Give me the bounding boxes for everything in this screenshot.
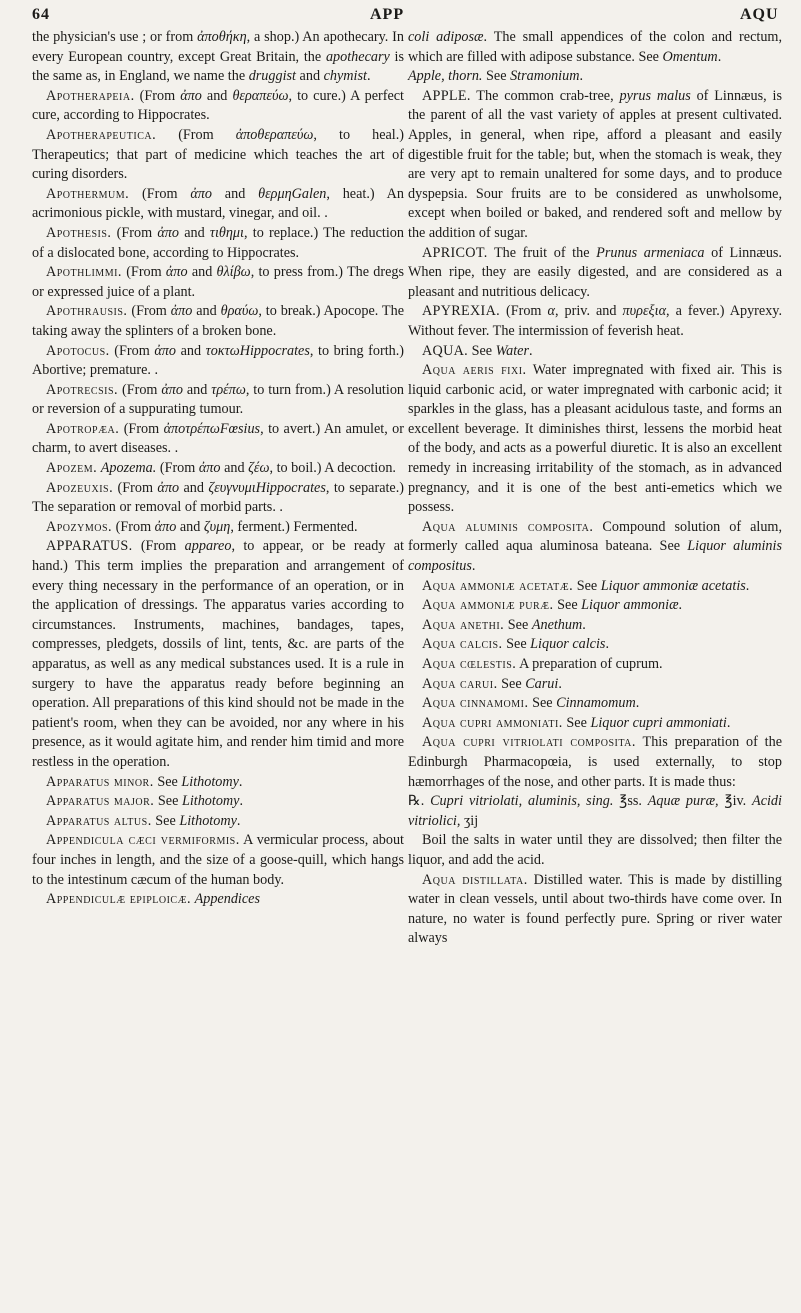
dictionary-entry	[32, 459, 404, 479]
entry-headword: Aqua cupri ammoniati.	[422, 714, 563, 731]
entry-text: See	[528, 695, 557, 712]
greek-word: τρέπω	[211, 381, 246, 398]
entry-headword: Aqua cupri vitriolati composita.	[422, 734, 636, 751]
entry-text: (From	[118, 381, 162, 398]
dictionary-entry	[32, 890, 404, 910]
dictionary-entry	[32, 224, 404, 263]
entry-headword: Apotocus.	[46, 342, 110, 359]
italic-term: Acidi vitriolici,	[408, 793, 782, 829]
entry-headword: Apothlimmi.	[46, 264, 122, 281]
entry-text: .	[558, 675, 562, 692]
entry-text: A preparation of cuprum.	[516, 656, 663, 672]
entry-text: , to bring forth.) Abortive; premature.	[32, 342, 404, 379]
greek-word: θλίβω	[216, 264, 251, 281]
entry-text: The fruit of the	[487, 244, 597, 261]
greek-word: τιθημι	[209, 224, 244, 241]
italic-term: Galen	[291, 185, 327, 202]
left-guide-word: APP	[370, 6, 405, 23]
italic-term: coli adiposæ	[408, 29, 484, 45]
entry-text: Compound solution of alum, formerly called aqua aluminosa bateana. See	[408, 518, 782, 555]
dictionary-entry	[32, 126, 404, 185]
entry-text: See	[573, 577, 601, 594]
italic-term: Aquæ puræ,	[647, 793, 719, 810]
dictionary-entry	[408, 577, 782, 597]
entry-text: (From	[132, 538, 185, 555]
entry-text: , to replace.) The reduction of a dislocated bone, according to Hippocrates.	[32, 224, 404, 261]
italic-term: Cupri vitriolati, aluminis, sing.	[430, 793, 614, 810]
entry-headword: Aqua aluminis composita.	[422, 518, 594, 535]
entry-headword: Aqua aeris fixi.	[422, 362, 527, 379]
entry-headword: APYREXIA.	[422, 303, 500, 320]
entry-text: (From	[109, 342, 155, 359]
entry-text: the physician's use ; or from	[32, 29, 198, 45]
entry-text: (From	[112, 518, 155, 535]
entry-text: , a shop.) An apothecary. In every European country, except Great Britain, the	[32, 29, 404, 65]
entry-headword: Aqua cinnamomi.	[422, 695, 529, 712]
italic-term: Hippocrates	[239, 342, 310, 359]
italic-term: Liquor calcis	[530, 636, 606, 653]
italic-term: Anethum	[531, 616, 583, 633]
entry-text: (From	[129, 185, 191, 202]
entry-headword: Apothermum.	[46, 185, 130, 202]
greek-word: ἀπο	[161, 381, 183, 398]
cross-reference: Omentum	[662, 48, 718, 65]
dictionary-entry	[408, 792, 782, 831]
entry-text: See	[504, 616, 532, 633]
entry-text: , ferment.) Fermented.	[230, 518, 358, 535]
entry-text: .	[717, 48, 722, 65]
italic-term: Liquor ammoniæ acetatis	[600, 577, 746, 594]
dictionary-entry	[32, 831, 404, 890]
entry-text: (From	[156, 126, 236, 143]
column-gutter	[393, 30, 394, 1310]
greek-word: ζευγνυμι	[208, 479, 256, 496]
entry-headword: Aqua ammoniæ acetatæ.	[422, 577, 574, 594]
entry-text: .	[366, 68, 371, 85]
dictionary-entry	[408, 871, 782, 949]
entry-text: ℞.	[408, 793, 431, 810]
entry-text: ℥ss.	[613, 793, 648, 810]
entry-text: See	[468, 342, 496, 359]
entry-text: , to separate.) The separation or removal of morbid parts.	[32, 479, 404, 516]
entry-text: .	[635, 695, 640, 712]
dictionary-entry	[408, 518, 782, 577]
italic-term: Liquor ammoniæ	[581, 597, 679, 614]
dictionary-entry	[408, 694, 782, 714]
entry-text: and	[220, 460, 249, 477]
italic-term: chymist	[323, 68, 367, 85]
dictionary-entry	[32, 381, 404, 420]
entry-text: Distilled water. This is made by distilling water in clean vessels, until about two-thirds have come over. In nature, no water is found perfectly pure. Spring or river water always	[408, 871, 782, 947]
dictionary-entry	[408, 361, 782, 518]
greek-word: ἀπο	[154, 342, 176, 359]
entry-text: , to break.) Apocope. The taking away the splinters of a broken bone.	[32, 303, 404, 339]
entry-text: and	[211, 185, 259, 202]
entry-headword: Aqua distillata.	[422, 871, 528, 888]
entry-text: (From	[121, 264, 166, 281]
entry-text: , to heal.) Therapeutics; that part of medicine which teaches the art of curing disorders.	[32, 126, 405, 183]
entry-text: , a fever.) Apyrexy. Without fever. The intermission of feverish heat.	[408, 303, 783, 339]
dictionary-entry	[408, 714, 782, 734]
italic-term: Water	[495, 342, 529, 359]
entry-headword: Apozem.	[46, 460, 98, 477]
entry-headword: Apozeuxis.	[46, 479, 114, 496]
dictionary-entry	[32, 87, 404, 126]
italic-term: Lithotomy	[179, 812, 237, 829]
entry-text: of Linnæus. When ripe, they are easily digested, and are considered as a pleasant and nutritious delicacy.	[408, 244, 782, 300]
entry-text: .	[678, 597, 683, 614]
entry-text: , to cure.) A perfect cure, according to Hippocrates.	[32, 87, 404, 124]
greek-word: ζυμη	[203, 518, 231, 535]
entry-headword: Apotherapeutica.	[46, 126, 157, 143]
greek-word: θραύω	[220, 303, 259, 320]
entry-text: .	[238, 773, 243, 790]
dictionary-entry	[408, 616, 782, 636]
entry-text: .	[605, 636, 609, 653]
entry-text: , to press from.) The dregs or expressed juice of a plant.	[32, 264, 404, 300]
entry-text: .	[236, 812, 241, 829]
entry-text: and	[175, 342, 206, 359]
greek-word: ἀπο	[154, 518, 177, 535]
entry-text: (From	[111, 224, 158, 241]
entry-text: and	[201, 87, 233, 104]
entry-text: This preparation of the Edinburgh Pharmacopœia, is used externally, to stop hæmorrhages of the nose, and other parts. It is made thus:	[408, 734, 782, 790]
greek-word: ἀπο	[190, 185, 212, 202]
entry-text: and	[179, 224, 210, 241]
greek-word: ἀπο	[157, 224, 179, 241]
entry-text: , priv. and	[554, 303, 623, 320]
entry-text: .	[726, 714, 731, 731]
entry-text: ℥iv.	[718, 793, 753, 810]
right-column	[408, 28, 782, 949]
greek-word: θερμη	[258, 185, 292, 202]
greek-word: ἀποθήκη	[197, 29, 247, 45]
italic-term: Lithotomy	[181, 793, 240, 810]
entry-text: , to avert.) An amulet, or charm, to avert diseases.	[32, 420, 404, 457]
italic-term: Carui	[525, 675, 559, 692]
entry-headword: AQUA.	[422, 342, 469, 359]
entry-headword: Apotropæa.	[46, 420, 120, 437]
entry-headword: Aqua anethi.	[422, 616, 505, 633]
italic-term: Apple, thorn.	[408, 68, 483, 85]
entry-text: .	[174, 440, 179, 457]
italic-term: Liquor aluminis compositus	[408, 538, 782, 575]
dictionary-entry	[32, 420, 404, 459]
entry-text: See	[502, 636, 531, 653]
entry-text: .	[279, 499, 283, 516]
greek-word: τοκτω	[205, 342, 240, 359]
entry-headword: Appendicula cæci vermiformis.	[46, 832, 240, 849]
entry-text: ʒij	[460, 812, 479, 829]
entry-text: .	[745, 577, 750, 594]
entry-text: and	[183, 381, 212, 398]
entry-text: See	[151, 812, 180, 829]
entry-text: (From	[156, 460, 199, 477]
entry-text: See	[154, 793, 182, 810]
entry-text: See	[562, 714, 591, 731]
entry-text: , heat.) An acrimonious pickle, with mustard, vinegar, and oil.	[32, 185, 404, 222]
entry-headword: Apparatus minor.	[46, 773, 154, 790]
entry-text: (From	[119, 420, 164, 437]
italic-term: Lithotomy	[181, 773, 239, 790]
italic-term: apothecary	[325, 48, 390, 65]
dictionary-entry	[32, 812, 404, 832]
entry-text: . The small appendices of the colon and rectum, which are filled with adipose substance. See	[408, 29, 782, 65]
dictionary-entry	[32, 792, 404, 812]
entry-text: Water impregnated with fixed air. This is liquid carbonic acid, or water impregnated with carbonic acid; it sparkles in the glass, has a pleasant acidulous taste, and forms an excellent beverage. It diminishes thirst, lessens the morbid heat of the body, and acts as a powerful diuretic. It is also an excellent remedy in increasing irritability of the stomach, as in advanced pregnancy, and it is one of the best anti-emetics which we possess.	[408, 362, 782, 516]
entry-headword: Apothesis.	[46, 224, 112, 241]
right-guide-word: AQU	[740, 6, 779, 23]
dictionary-entry	[408, 655, 782, 675]
entry-text: and	[296, 68, 324, 85]
dictionary-entry	[408, 87, 782, 244]
dictionary-entry	[408, 831, 782, 870]
italic-term: Hippocrates	[255, 479, 326, 496]
page-number: 64	[32, 6, 50, 23]
entry-text: and	[179, 479, 209, 496]
entry-headword: Appendiculæ epiploicæ.	[46, 891, 192, 908]
dictionary-entry	[408, 244, 782, 303]
entry-text: Boil the salts in water until they are dissolved; then filter the liquor, and add the acid.	[408, 832, 782, 868]
entry-text: See	[497, 675, 526, 692]
entry-text: .	[582, 616, 586, 633]
greek-word: ἀπο	[198, 460, 221, 477]
entry-text: (From	[127, 303, 171, 320]
italic-term: pyrus malus	[619, 87, 691, 104]
entry-text: (From	[499, 303, 548, 320]
dictionary-entry	[32, 342, 404, 381]
entry-headword: APRICOT.	[422, 244, 488, 261]
entry-text: .	[154, 362, 159, 379]
dictionary-entry	[32, 518, 404, 538]
entry-headword: Aqua cœlestis.	[422, 656, 517, 672]
dictionary-entry	[408, 596, 782, 616]
dictionary-entry	[32, 263, 404, 302]
entry-text: , to boil.) A decoction.	[269, 460, 396, 477]
entry-text: See	[153, 773, 182, 790]
greek-word: α	[547, 303, 555, 320]
greek-word: ἀπο	[170, 303, 193, 320]
entry-text: .	[471, 558, 476, 575]
entry-text: and	[187, 264, 217, 281]
cross-reference: Stramonium	[510, 68, 580, 85]
greek-word: ἀπο	[180, 87, 202, 104]
italic-term: Cinnamomum	[556, 695, 636, 712]
dictionary-entry	[32, 185, 404, 224]
greek-word: ἀποτρέπω	[163, 420, 220, 437]
entry-text: , to appear, or be ready at hand.) This term implies the preparation and arrangement of every thing necessary in the performance of an operation, or in the application of dressings. The apparatus varies according to circumstances. Instruments, machines, bandages, tapes, compresses, pledgets, dossils of lint, tents, &c. are parts of the apparatus, as well as any medical substances used. It is a rule in surgery to have the apparatus ready before beginning an operation. All preparations of this kind should not be made in the patient's room, when they can be avoided, nor any where in his presence, as it would agitate him, and render him timid and more restless in the operation.	[32, 538, 404, 770]
italic-term: Prunus armeniaca	[596, 244, 705, 261]
left-column	[32, 28, 404, 910]
entry-headword: Aqua ammoniæ puræ.	[422, 597, 554, 614]
entry-text: .	[529, 342, 533, 359]
entry-headword: Apparatus altus.	[46, 812, 152, 829]
entry-text: of Linnæus, is the parent of all the vast variety of apples at present cultivated. Apples, in general, when ripe, afford a pleasant and easily digestible fruit for the table; but, when the stomach is weak, they are very apt to remain unaltered for some days, and to produce dyspepsia. Sour fruits are to be considered as unwholsome, except when boiled or baked, and rendered soft and mellow by the addition of sugar.	[408, 87, 782, 241]
entry-text: (From	[134, 87, 181, 104]
dictionary-entry	[32, 479, 404, 518]
italic-term: Liquor cupri ammoniati	[590, 714, 727, 731]
entry-headword: APPLE.	[422, 87, 471, 104]
greek-word: ἀπο	[165, 264, 188, 281]
entry-headword: Apotherapeia.	[46, 87, 135, 104]
entry-text: .	[239, 793, 244, 810]
italic-term: Appendices	[194, 891, 260, 908]
entry-text: A vermicular process, about four inches in length, and the size of a goose-quill, which hangs to the intestinum cæcum of the human body.	[32, 832, 404, 888]
dictionary-entry	[32, 773, 404, 793]
entry-text: and	[192, 303, 221, 320]
dictionary-entry	[408, 28, 782, 67]
greek-word: θεραπεύω	[232, 87, 289, 104]
dictionary-entry	[32, 28, 404, 87]
greek-word: ἀποθεραπεύω	[235, 126, 314, 143]
entry-headword: Aqua carui.	[422, 675, 498, 692]
entry-headword: Apotrecsis.	[46, 381, 119, 398]
entry-text: is the same as, in England, we name the	[32, 48, 405, 85]
entry-text: The common crab-tree,	[470, 87, 620, 104]
entry-text: and	[176, 518, 204, 535]
entry-text: .	[579, 68, 583, 85]
dictionary-entry	[408, 302, 782, 341]
dictionary-entry	[32, 302, 404, 341]
greek-word: ζέω	[248, 460, 270, 477]
dictionary-entry	[408, 342, 782, 362]
greek-word: πυρεξια	[622, 303, 667, 320]
entry-text: .	[324, 205, 328, 222]
dictionary-entry	[408, 675, 782, 695]
dictionary-entry	[408, 635, 782, 655]
entry-headword: APPARATUS.	[46, 538, 133, 555]
dictionary-entry	[32, 537, 404, 772]
italic-term: Apozema.	[100, 460, 157, 477]
dictionary-entry	[408, 733, 782, 792]
entry-text: (From	[113, 479, 158, 496]
entry-headword: Apozymos.	[46, 518, 113, 535]
entry-headword: Apparatus major.	[46, 793, 155, 810]
greek-word: ἀπο	[157, 479, 180, 496]
dictionary-entry	[408, 67, 782, 87]
entry-text: See	[482, 68, 511, 85]
entry-headword: Apothrausis.	[46, 303, 128, 320]
entry-text: , to turn from.) A resolution or reversion of a suppurating tumour.	[32, 381, 405, 418]
entry-text: See	[553, 597, 582, 614]
italic-term: Fœsius	[219, 420, 261, 437]
italic-term: druggist	[248, 68, 296, 85]
italic-term: appareo	[184, 538, 232, 555]
entry-headword: Aqua calcis.	[422, 636, 503, 653]
